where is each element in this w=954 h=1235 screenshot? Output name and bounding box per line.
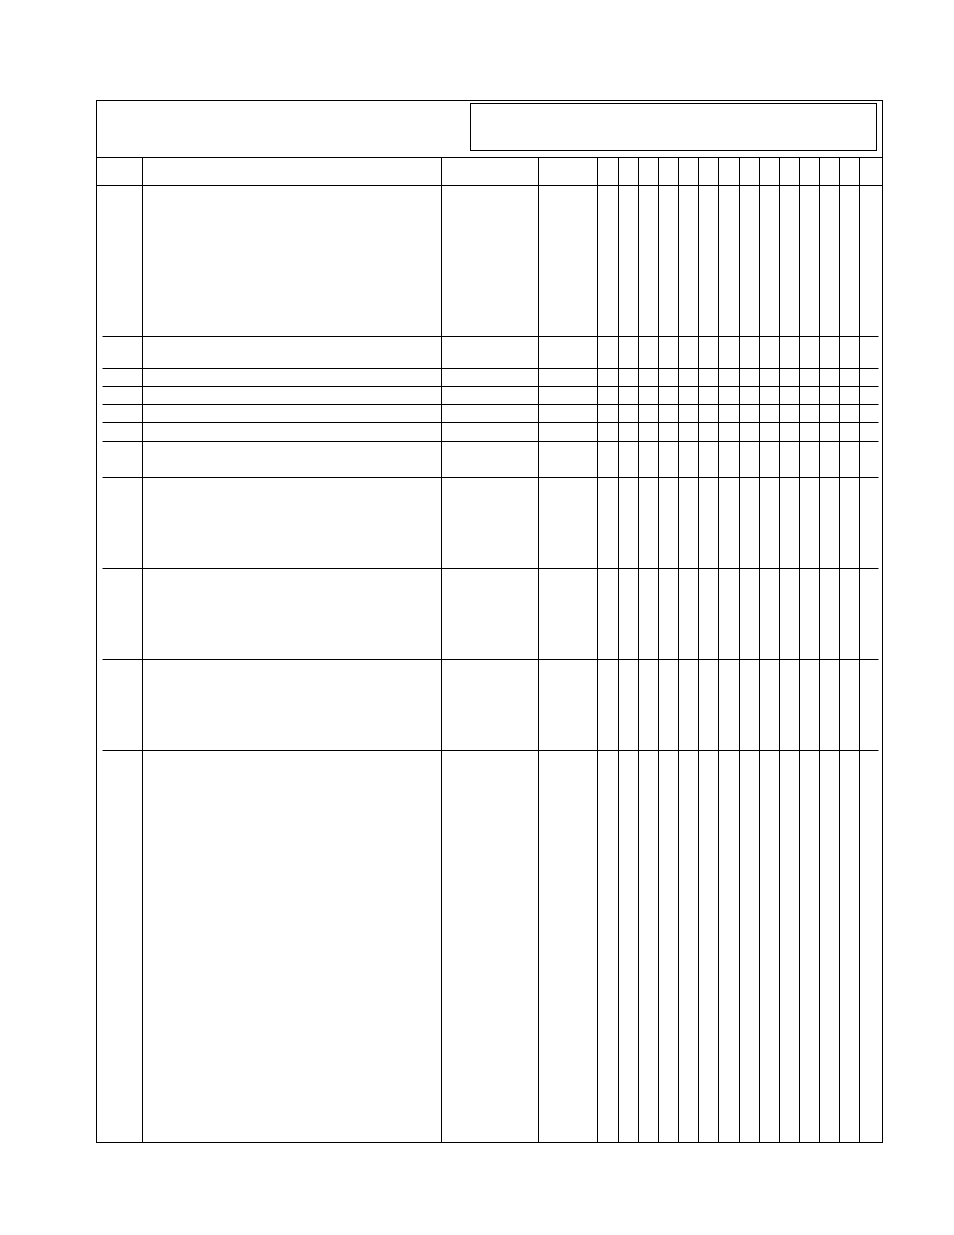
check-cell[interactable]: [861, 187, 882, 336]
check-cell[interactable]: [700, 187, 718, 336]
check-cell[interactable]: [700, 406, 718, 422]
check-cell[interactable]: [801, 479, 819, 568]
check-cell[interactable]: [660, 570, 678, 659]
check-cell[interactable]: [660, 338, 678, 368]
check-cell[interactable]: [720, 370, 739, 386]
check-cell[interactable]: [720, 661, 739, 750]
check-cell[interactable]: [821, 443, 839, 477]
check-cell[interactable]: [700, 424, 718, 441]
check-cell[interactable]: [761, 661, 779, 750]
check-cell[interactable]: [700, 479, 718, 568]
check-cell[interactable]: [599, 370, 618, 386]
check-cell[interactable]: [821, 479, 839, 568]
check-cell[interactable]: [700, 388, 718, 404]
check-cell[interactable]: [660, 424, 678, 441]
check-cell[interactable]: [781, 370, 799, 386]
check-cell[interactable]: [720, 570, 739, 659]
check-cell[interactable]: [741, 443, 759, 477]
check-cell[interactable]: [620, 570, 638, 659]
check-cell[interactable]: [741, 570, 759, 659]
check-cell[interactable]: [680, 752, 698, 1142]
check-cell[interactable]: [861, 338, 882, 368]
check-cell[interactable]: [620, 338, 638, 368]
check-cell[interactable]: [741, 479, 759, 568]
check-cell[interactable]: [841, 187, 859, 336]
check-cell[interactable]: [700, 752, 718, 1142]
check-cell[interactable]: [700, 338, 718, 368]
check-cell[interactable]: [599, 187, 618, 336]
check-cell[interactable]: [781, 443, 799, 477]
check-cell[interactable]: [801, 424, 819, 441]
check-cell[interactable]: [620, 443, 638, 477]
check-cell[interactable]: [761, 752, 779, 1142]
check-cell[interactable]: [660, 443, 678, 477]
check-cell[interactable]: [821, 406, 839, 422]
check-cell[interactable]: [599, 388, 618, 404]
check-cell[interactable]: [801, 406, 819, 422]
check-cell[interactable]: [680, 370, 698, 386]
check-cell[interactable]: [620, 661, 638, 750]
check-cell[interactable]: [861, 479, 882, 568]
check-cell[interactable]: [640, 406, 658, 422]
check-cell[interactable]: [741, 187, 759, 336]
check-cell[interactable]: [781, 661, 799, 750]
check-cell[interactable]: [720, 338, 739, 368]
check-cell[interactable]: [821, 388, 839, 404]
check-cell[interactable]: [599, 424, 618, 441]
check-cell[interactable]: [861, 406, 882, 422]
check-cell[interactable]: [861, 443, 882, 477]
check-cell[interactable]: [660, 187, 678, 336]
check-cell[interactable]: [821, 338, 839, 368]
check-cell[interactable]: [700, 443, 718, 477]
check-cell[interactable]: [841, 752, 859, 1142]
check-cell[interactable]: [781, 187, 799, 336]
check-cell[interactable]: [720, 406, 739, 422]
check-cell[interactable]: [781, 570, 799, 659]
check-cell[interactable]: [680, 570, 698, 659]
check-cell[interactable]: [700, 661, 718, 750]
check-cell[interactable]: [781, 752, 799, 1142]
check-cell[interactable]: [660, 479, 678, 568]
check-cell[interactable]: [620, 388, 638, 404]
check-cell[interactable]: [801, 370, 819, 386]
check-cell[interactable]: [801, 443, 819, 477]
check-cell[interactable]: [680, 338, 698, 368]
check-cell[interactable]: [821, 424, 839, 441]
check-cell[interactable]: [841, 406, 859, 422]
check-cell[interactable]: [640, 338, 658, 368]
check-cell[interactable]: [861, 370, 882, 386]
check-cell[interactable]: [801, 661, 819, 750]
check-cell[interactable]: [660, 752, 678, 1142]
check-cell[interactable]: [660, 661, 678, 750]
check-cell[interactable]: [620, 424, 638, 441]
check-cell[interactable]: [720, 388, 739, 404]
check-cell[interactable]: [761, 443, 779, 477]
check-cell[interactable]: [761, 479, 779, 568]
check-cell[interactable]: [801, 187, 819, 336]
check-cell[interactable]: [741, 661, 759, 750]
check-cell[interactable]: [741, 752, 759, 1142]
check-cell[interactable]: [640, 752, 658, 1142]
check-cell[interactable]: [741, 370, 759, 386]
check-cell[interactable]: [640, 661, 658, 750]
check-cell[interactable]: [841, 370, 859, 386]
header-box: [471, 104, 877, 151]
check-cell[interactable]: [620, 187, 638, 336]
check-cell[interactable]: [680, 406, 698, 422]
check-cell[interactable]: [741, 388, 759, 404]
check-cell[interactable]: [599, 752, 618, 1142]
check-cell[interactable]: [660, 370, 678, 386]
check-cell[interactable]: [700, 370, 718, 386]
check-cell[interactable]: [761, 406, 779, 422]
check-cell[interactable]: [720, 424, 739, 441]
check-cell[interactable]: [801, 570, 819, 659]
check-cell[interactable]: [741, 338, 759, 368]
check-cell[interactable]: [720, 443, 739, 477]
check-cell[interactable]: [761, 424, 779, 441]
check-cell[interactable]: [781, 406, 799, 422]
check-cell[interactable]: [841, 338, 859, 368]
check-cell[interactable]: [640, 424, 658, 441]
check-cell[interactable]: [599, 661, 618, 750]
check-cell[interactable]: [680, 388, 698, 404]
check-cell[interactable]: [841, 479, 859, 568]
check-cell[interactable]: [680, 479, 698, 568]
check-cell[interactable]: [841, 388, 859, 404]
check-cell[interactable]: [680, 187, 698, 336]
check-cell[interactable]: [761, 370, 779, 386]
check-cell[interactable]: [640, 388, 658, 404]
check-cell[interactable]: [599, 570, 618, 659]
check-cell[interactable]: [801, 752, 819, 1142]
check-cell[interactable]: [861, 661, 882, 750]
check-cell[interactable]: [761, 187, 779, 336]
check-cell[interactable]: [761, 388, 779, 404]
check-cell[interactable]: [660, 388, 678, 404]
check-cell[interactable]: [861, 424, 882, 441]
check-cell[interactable]: [821, 570, 839, 659]
check-cell[interactable]: [640, 187, 658, 336]
check-cell[interactable]: [599, 406, 618, 422]
check-cell[interactable]: [821, 661, 839, 750]
check-cell[interactable]: [680, 661, 698, 750]
check-cell[interactable]: [640, 370, 658, 386]
check-cell[interactable]: [640, 479, 658, 568]
check-cell[interactable]: [620, 752, 638, 1142]
check-cell[interactable]: [781, 338, 799, 368]
check-cell[interactable]: [841, 424, 859, 441]
check-cell[interactable]: [680, 443, 698, 477]
check-cell[interactable]: [620, 406, 638, 422]
check-cell[interactable]: [781, 479, 799, 568]
check-cell[interactable]: [861, 388, 882, 404]
check-cell[interactable]: [599, 443, 618, 477]
check-cell[interactable]: [781, 388, 799, 404]
check-cell[interactable]: [680, 424, 698, 441]
check-cell[interactable]: [599, 479, 618, 568]
check-cell[interactable]: [700, 570, 718, 659]
check-cell[interactable]: [861, 752, 882, 1142]
check-cell[interactable]: [821, 187, 839, 336]
check-cell[interactable]: [781, 424, 799, 441]
check-cell[interactable]: [599, 338, 618, 368]
check-cell[interactable]: [801, 338, 819, 368]
check-cell[interactable]: [640, 570, 658, 659]
check-cell[interactable]: [761, 338, 779, 368]
check-cell[interactable]: [841, 661, 859, 750]
check-cell[interactable]: [720, 479, 739, 568]
check-cell[interactable]: [640, 443, 658, 477]
check-cell[interactable]: [720, 752, 739, 1142]
check-cell[interactable]: [741, 406, 759, 422]
check-cell[interactable]: [821, 370, 839, 386]
check-cell[interactable]: [841, 443, 859, 477]
check-cell[interactable]: [720, 187, 739, 336]
check-cell[interactable]: [761, 570, 779, 659]
check-cell[interactable]: [821, 752, 839, 1142]
check-cell[interactable]: [741, 424, 759, 441]
check-cell[interactable]: [660, 406, 678, 422]
check-cell[interactable]: [620, 370, 638, 386]
check-cell[interactable]: [620, 479, 638, 568]
check-cell[interactable]: [841, 570, 859, 659]
check-cell[interactable]: [861, 570, 882, 659]
check-cell[interactable]: [801, 388, 819, 404]
